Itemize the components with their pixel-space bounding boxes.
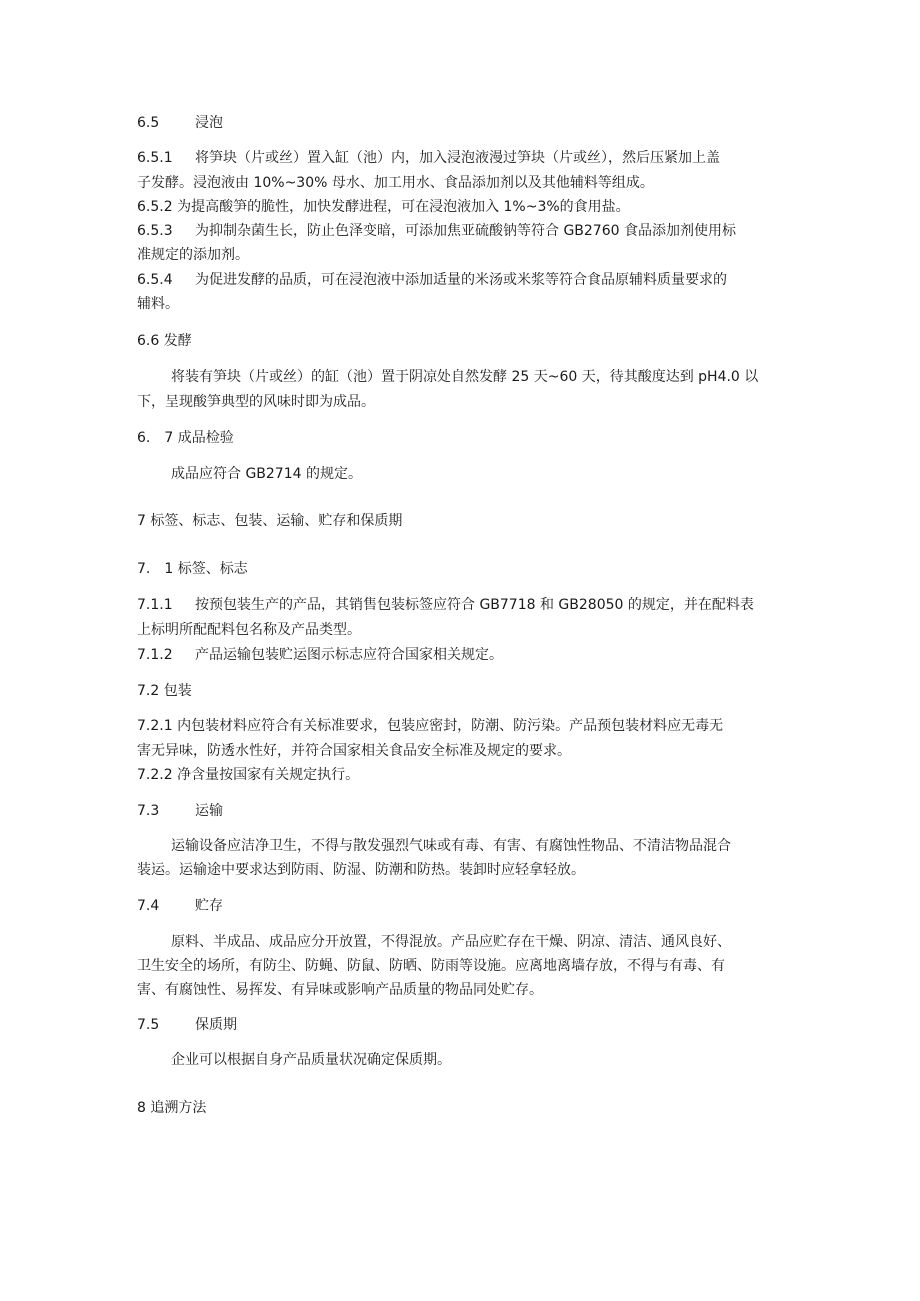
- clause-7-2-1-line-2: 害无异味，防透水性好，并符合国家相关食品安全标准及规定的要求。: [137, 743, 571, 759]
- section-7-3-paragraph-line-1: 运输设备应洁净卫生，不得与散发强烈气味或有毒、有害、有腐蚀性物品、不清洁物品混合: [171, 838, 731, 854]
- clause-number: 7.1.1: [137, 597, 173, 613]
- section-7-1-heading: 7. 1 标签、标志: [137, 561, 248, 577]
- section-title: 运输: [195, 803, 223, 819]
- section-6-6-paragraph-line-2: 下，呈现酸笋典型的风味时即为成品。: [137, 394, 375, 410]
- section-7-3-heading: [137, 801, 223, 821]
- clause-6-5-2: 6.5.2 为提高酸笋的脆性，加快发酵进程，可在浸泡液加入 1%~3%的食用盐。: [137, 199, 630, 215]
- section-7-5-paragraph: 企业可以根据自身产品质量状况确定保质期。: [171, 1052, 451, 1068]
- section-7-3-paragraph-line-2: 装运。运输途中要求达到防雨、防湿、防潮和防热。装卸时应轻拿轻放。: [137, 862, 585, 878]
- section-7-4-paragraph-line-2: 卫生安全的场所，有防尘、防蝇、防鼠、防晒、防雨等设施。应离地离墙存放，不得与有毒、有: [137, 958, 725, 974]
- clause-7-1-1-line-2: 上标明所配配料包名称及产品类型。: [137, 622, 361, 638]
- clause-number: 6.5.4: [137, 272, 173, 288]
- section-6-6-paragraph-line-1: 将装有笋块（片或丝）的缸（池）置于阴凉处自然发酵 25 天~60 天，待其酸度达到 pH4.0 以: [171, 369, 759, 385]
- clause-text: 为抑制杂菌生长，防止色泽变暗，可添加焦亚硫酸钠等符合 GB2760 食品添加剂使用标: [195, 223, 736, 239]
- clause-6-5-4-line-1: [137, 270, 727, 290]
- clause-number: 7.1.2: [137, 647, 173, 663]
- section-7-4-heading: [137, 896, 223, 916]
- section-6-7-paragraph: 成品应符合 GB2714 的规定。: [171, 466, 362, 482]
- clause-text: 为促进发酵的品质，可在浸泡液中添加适量的米汤或米浆等符合食品原辅料质量要求的: [195, 272, 727, 288]
- clause-text: 将笋块（片或丝）置入缸（池）内，加入浸泡液漫过笋块（片或丝），然后压紧加上盖: [195, 150, 720, 166]
- clause-6-5-1-line-1: [137, 148, 720, 168]
- section-6-6-heading: 6.6 发酵: [137, 333, 192, 349]
- section-8-heading: 8 追溯方法: [137, 1100, 207, 1116]
- section-number: 7.3: [137, 803, 160, 819]
- clause-7-2-2: 7.2.2 净含量按国家有关规定执行。: [137, 767, 360, 783]
- section-7-4-paragraph-line-1: 原料、半成品、成品应分开放置，不得混放。产品应贮存在干燥、阴凉、清洁、通风良好、: [171, 934, 731, 950]
- section-6-5-heading: [137, 113, 223, 133]
- clause-number: 6.5.3: [137, 223, 173, 239]
- section-7-heading: 7 标签、标志、包装、运输、贮存和保质期: [137, 513, 403, 529]
- section-6-7-heading: 6. 7 成品检验: [137, 430, 234, 446]
- clause-6-5-3-line-1: [137, 221, 736, 241]
- section-title: 贮存: [195, 898, 223, 914]
- section-7-2-heading: 7.2 包装: [137, 683, 192, 699]
- section-number: 7.4: [137, 898, 160, 914]
- clause-7-1-2: [137, 645, 503, 665]
- section-number: 6.5: [137, 115, 160, 131]
- section-title: 保质期: [195, 1017, 237, 1033]
- section-title: 浸泡: [195, 115, 223, 131]
- clause-6-5-3-line-2: 准规定的添加剂。: [137, 247, 249, 263]
- clause-7-2-1-line-1: 7.2.1 内包装材料应符合有关标准要求，包装应密封，防潮、防污染。产品预包装材料应无毒无: [137, 718, 724, 734]
- clause-number: 6.5.1: [137, 150, 173, 166]
- section-7-5-heading: [137, 1015, 237, 1035]
- section-number: 7.5: [137, 1017, 160, 1033]
- section-7-4-paragraph-line-3: 害、有腐蚀性、易挥发、有异味或影响产品质量的物品同处贮存。: [137, 982, 543, 998]
- clause-6-5-1-line-2: 子发酵。浸泡液由 10%~30% 母水、加工用水、食品添加剂以及其他辅料等组成。: [137, 175, 654, 191]
- clause-text: 产品运输包装贮运图示标志应符合国家相关规定。: [195, 647, 503, 663]
- clause-text: 按预包装生产的产品，其销售包装标签应符合 GB7718 和 GB28050 的规定，并在配料表: [195, 597, 754, 613]
- clause-6-5-4-line-2: 辅料。: [137, 296, 179, 312]
- clause-7-1-1-line-1: [137, 595, 754, 615]
